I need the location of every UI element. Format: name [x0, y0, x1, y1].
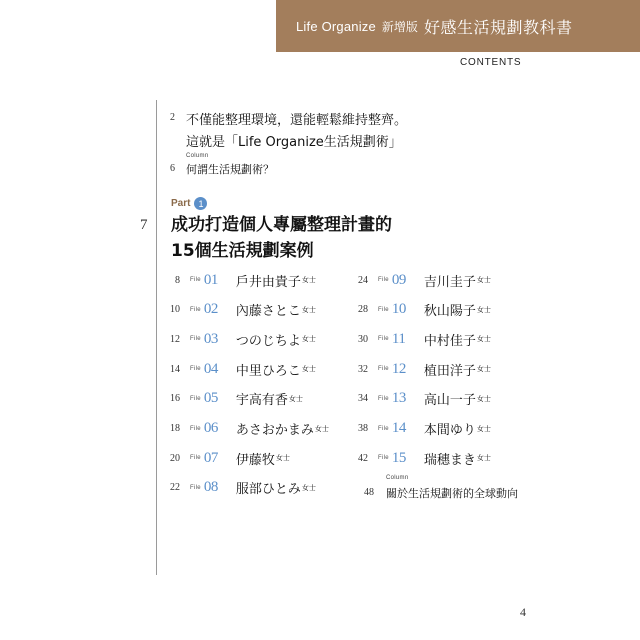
file-page: 16 — [170, 393, 180, 405]
file-entry — [346, 300, 491, 320]
file-name: 宇高有香 — [235, 393, 288, 409]
file-number: 03 — [203, 330, 218, 347]
file-name: 中里ひろこ — [235, 363, 301, 379]
file-name: 服部ひとみ — [235, 482, 301, 498]
honorific: 女士 — [301, 365, 316, 374]
file-page: 38 — [358, 423, 368, 434]
column-title: 何謂生活規劃術？ — [186, 163, 274, 176]
file-entry — [346, 270, 491, 290]
file-name: 植田洋子 — [423, 363, 476, 379]
file-name: 本間ゆり — [423, 423, 476, 438]
header-band — [276, 0, 640, 52]
file-number: 11 — [391, 330, 406, 347]
file-entry — [158, 389, 303, 409]
honorific: 女士 — [275, 454, 290, 463]
part-title-line-1: 成功打造個人專屬整理計畫的 — [171, 215, 392, 235]
file-entry — [158, 300, 316, 320]
file-number: 04 — [203, 360, 218, 377]
file-page: 20 — [170, 452, 180, 464]
file-number: 06 — [203, 420, 218, 436]
file-page: 18 — [170, 423, 180, 434]
honorific: 女士 — [301, 335, 316, 344]
file-page: 10 — [170, 304, 180, 316]
file-entry — [158, 419, 329, 439]
part-page: 7 — [140, 217, 148, 233]
file-label: File — [378, 336, 389, 343]
file-entry — [346, 448, 491, 468]
file-name: 內藤さとこ — [235, 304, 301, 320]
file-entry — [158, 359, 316, 379]
file-number: 14 — [391, 420, 406, 436]
contents-label: CONTENTS — [460, 57, 522, 68]
file-label: File — [190, 366, 201, 373]
file-label: File — [378, 395, 389, 402]
file-entry — [158, 448, 290, 468]
honorific: 女士 — [476, 365, 491, 374]
honorific: 女士 — [301, 305, 316, 314]
column-2-tag: Column — [386, 475, 409, 481]
honorific: 女士 — [476, 454, 491, 463]
file-name: 瑞穗まき — [423, 452, 476, 468]
file-name: 戶井由貴子 — [235, 274, 301, 290]
file-name: 伊藤牧 — [235, 452, 275, 468]
file-name: 中村佳子 — [423, 333, 476, 349]
file-page: 30 — [358, 333, 368, 345]
file-entry — [346, 419, 491, 439]
file-name: 高山一子 — [423, 393, 476, 409]
file-label: File — [190, 277, 201, 283]
file-page: 24 — [358, 274, 368, 286]
file-page: 34 — [358, 393, 368, 405]
honorific: 女士 — [476, 424, 491, 433]
file-entry — [346, 329, 491, 349]
honorific: 女士 — [476, 394, 491, 403]
file-label: File — [190, 484, 201, 491]
file-page: 28 — [358, 304, 368, 316]
intro-line-1: 不僅能整理環境，還能輕鬆維持整齊。 — [186, 113, 408, 128]
honorific: 女士 — [476, 335, 491, 344]
honorific: 女士 — [288, 394, 303, 403]
file-label: File — [190, 425, 201, 432]
file-label: File — [190, 336, 201, 343]
file-page: 22 — [170, 482, 180, 494]
file-number: 15 — [391, 449, 406, 466]
file-entry — [158, 478, 316, 498]
file-label: File — [190, 455, 201, 462]
file-number: 05 — [203, 390, 218, 407]
honorific: 女士 — [301, 276, 316, 284]
part-heading — [171, 197, 207, 210]
file-name: 吉川圭子 — [423, 274, 476, 290]
page-number: 4 — [520, 605, 526, 619]
edition-label: 新增版 — [381, 19, 418, 34]
file-number: 12 — [391, 360, 406, 377]
file-label: File — [190, 306, 201, 313]
file-page: 12 — [170, 333, 180, 345]
intro-line-2: 這就是「Life Organize生活規劃術」 — [186, 135, 402, 150]
file-name: 秋山陽子 — [423, 304, 476, 320]
column-2-page: 48 — [364, 487, 374, 498]
file-number: 07 — [203, 449, 218, 466]
series-name: Life Organize — [296, 18, 376, 34]
file-label: File — [378, 366, 389, 373]
divider-line — [156, 100, 157, 575]
honorific: 女士 — [301, 483, 316, 492]
honorific: 女士 — [476, 305, 491, 314]
file-name: つのじちよ — [235, 333, 301, 349]
file-page: 8 — [175, 274, 180, 286]
file-entry — [158, 270, 316, 290]
file-number: 01 — [203, 271, 218, 288]
file-number: 09 — [391, 271, 406, 288]
file-label: File — [378, 425, 389, 432]
part-title-line-2: 15個生活規劃案例 — [171, 241, 314, 261]
file-entry — [346, 359, 491, 379]
part-title — [171, 212, 392, 264]
honorific: 女士 — [476, 276, 491, 284]
column-page: 6 — [170, 163, 175, 174]
book-title: 好感生活規劃教科書 — [423, 17, 573, 37]
file-label: File — [190, 395, 201, 402]
file-page: 32 — [358, 363, 368, 375]
file-number: 02 — [203, 301, 218, 318]
intro-page: 2 — [170, 112, 175, 123]
file-page: 14 — [170, 363, 180, 375]
column-tag: Column — [186, 153, 209, 159]
part-number-badge: 1 — [194, 197, 207, 210]
file-page: 42 — [358, 452, 368, 464]
column-2-title: 關於生活規劃術的全球動向 — [386, 487, 518, 500]
file-number: 08 — [203, 479, 218, 496]
honorific: 女士 — [314, 424, 329, 433]
file-label: File — [378, 277, 389, 283]
part-label: Part — [171, 198, 191, 209]
file-entry — [158, 329, 316, 349]
file-number: 10 — [391, 301, 406, 318]
file-label: File — [378, 455, 389, 462]
file-entry — [346, 389, 491, 409]
file-number: 13 — [391, 390, 406, 407]
file-label: File — [378, 306, 389, 313]
file-name: あさおかまみ — [235, 423, 314, 438]
